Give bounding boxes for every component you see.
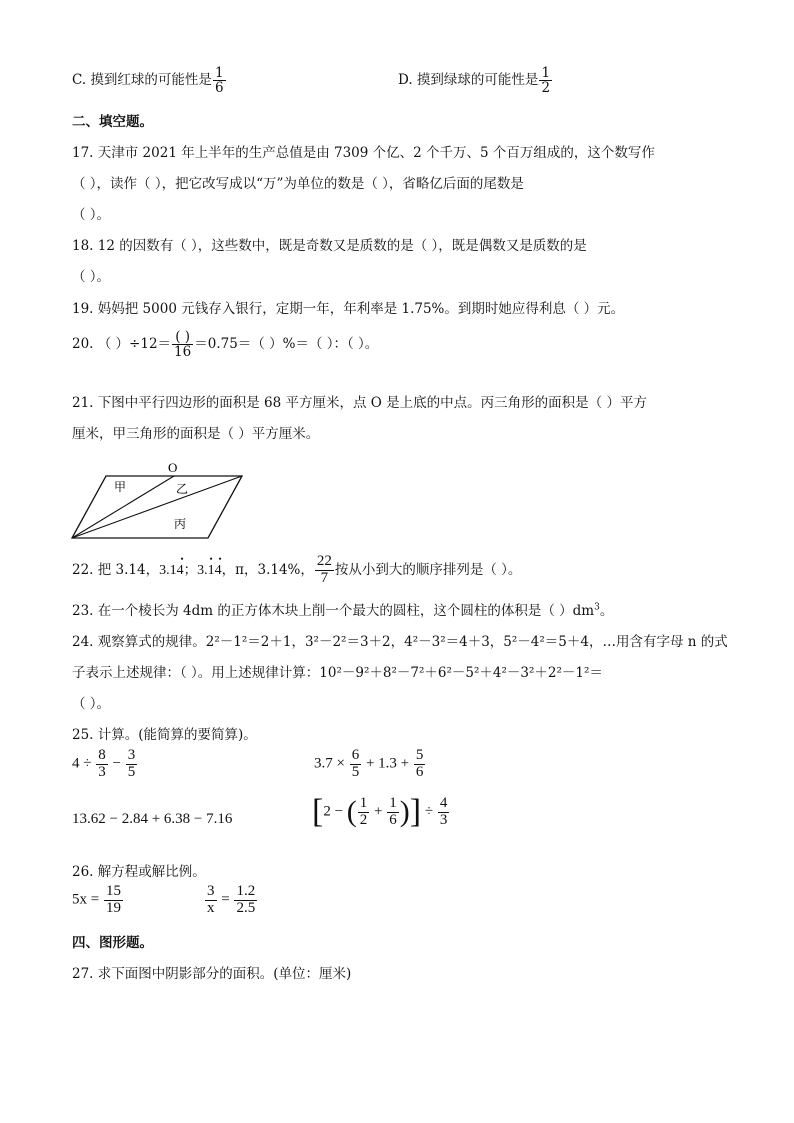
q26-title: 26. 解方程或解比例。 (72, 864, 206, 880)
q22-line: 22. 把 3.14，3.14 • ；3.14 • • ，π，3.14%， $\frac{22}{7}$ 按从小到大的顺序排列是（ ）。 (72, 553, 522, 586)
q20-part-a: 20. （ ）÷12＝ (72, 336, 172, 353)
q25-expression-1: 4 ÷ $\frac{8}{3}$ − $\frac{3}{5}$ (72, 747, 136, 780)
q25-title: 25. 计算。(能简算的要简算)。 (72, 727, 257, 743)
region-bing-label: 丙 (174, 517, 187, 531)
q23-superscript: 3 (594, 602, 600, 613)
q22-part-b: ，π，3.14%， (221, 561, 314, 578)
q20-part-b: ＝0.75＝（ ）%＝（ ）：（ ）。 (194, 336, 379, 353)
option-d-fraction: $\frac{1}{2}$ (541, 65, 551, 97)
section-4-heading: 四、图形题。 (72, 935, 153, 951)
q22-part-a: 22. 把 3.14， (72, 561, 160, 578)
q17-line-2: （ ），读作（ ），把它改写成以“万”为单位的数是（ ），省略亿后面的尾数是 (72, 176, 524, 192)
option-c-text: C. 摸到红球的可能性是 (72, 72, 212, 89)
q21-line-2: 厘米，甲三角形的面积是（ ）平方厘米。 (72, 426, 320, 442)
q19-text: 19. 妈妈把 5000 元钱存入银行，定期一年，年利率是 1.75%。到期时她应得利息（ ）元。 (72, 301, 625, 317)
option-d (398, 66, 553, 95)
repeating-decimal-2: 3.14 • • (197, 553, 222, 578)
q21-line-1: 21. 下图中平行四边形的面积是 68 平方厘米，点 O 是上底的中点。丙三角形的面积是（ ）平方 (72, 395, 647, 411)
q20-line (72, 330, 378, 359)
section-2-heading: 二、填空题。 (72, 114, 153, 130)
diagonal-line (72, 476, 242, 538)
region-jia-label: 甲 (114, 480, 127, 494)
q25-expression-2: 3.7 × $\frac{6}{5}$ + 1.3 + $\frac{5}{6}$ (314, 747, 424, 780)
q23-line: 23. 在一个棱长为 4dm 的正方体木块上削一个最大的圆柱，这个圆柱的体积是（ ）$dm^3$。 (72, 602, 614, 619)
q24-line-3: （ ）。 (72, 696, 111, 712)
option-c-fraction: $\frac{1}{6}$ (214, 65, 224, 97)
q24-line-1: 24. 观察算式的规律。2²－1²＝2＋1，3²－2²＝3＋2，4²－3²＝4＋3，5²－4²＝5＋4，…用含有字母 n 的式 (72, 634, 728, 650)
q25-expression-4: [2 − ( $\frac{1}{2}$ + $\frac{1}{6}$ )] ÷ $\frac{4}{3}$ (312, 793, 448, 830)
q17-line-3: （ ）。 (72, 207, 111, 223)
q18-line-1: 18. 12 的因数有（ ），这些数中，既是奇数又是质数的是（ ），既是偶数又是质数的是 (72, 238, 587, 254)
q25-expression-3: 13.62 − 2.84 + 6.38 − 7.16 (72, 811, 233, 827)
q18-line-2: （ ）。 (72, 269, 111, 285)
parallelogram-figure (66, 458, 250, 542)
q22-part-c: 按从小到大的顺序排列是（ ）。 (334, 561, 522, 578)
q20-fraction: $\frac{( )}{16}$ (174, 329, 192, 361)
q22-fraction: $\frac{22}{7}$ (316, 553, 332, 586)
point-o-label: O (168, 460, 178, 475)
option-c (72, 66, 227, 95)
option-d-text: D. 摸到绿球的可能性是 (398, 72, 539, 89)
q17-line-1: 17. 天津市 2021 年上半年的生产总值是由 7309 个亿、2 个千万、5 个百万组成的，这个数写作 (72, 145, 655, 161)
region-yi-label: 乙 (176, 482, 189, 496)
q26-equation-2: $\frac{3}{x}$ = $\frac{1.2}{2.5}$ (207, 883, 256, 916)
repeating-decimal-1: 3.14 • (159, 553, 184, 578)
q26-equation-1: 5x = $\frac{15}{19}$ (72, 883, 121, 916)
q27-text: 27. 求下面图中阴影部分的面积。(单位：厘米) (72, 966, 352, 982)
q23-text: 23. 在一个棱长为 4dm 的正方体木块上削一个最大的圆柱，这个圆柱的体积是（ ）dm (72, 603, 595, 619)
q24-line-2: 子表示上述规律：（ ）。用上述规律计算：10²－9²＋8²－7²＋6²－5²＋4²－3²＋2²－1²＝ (72, 665, 603, 681)
